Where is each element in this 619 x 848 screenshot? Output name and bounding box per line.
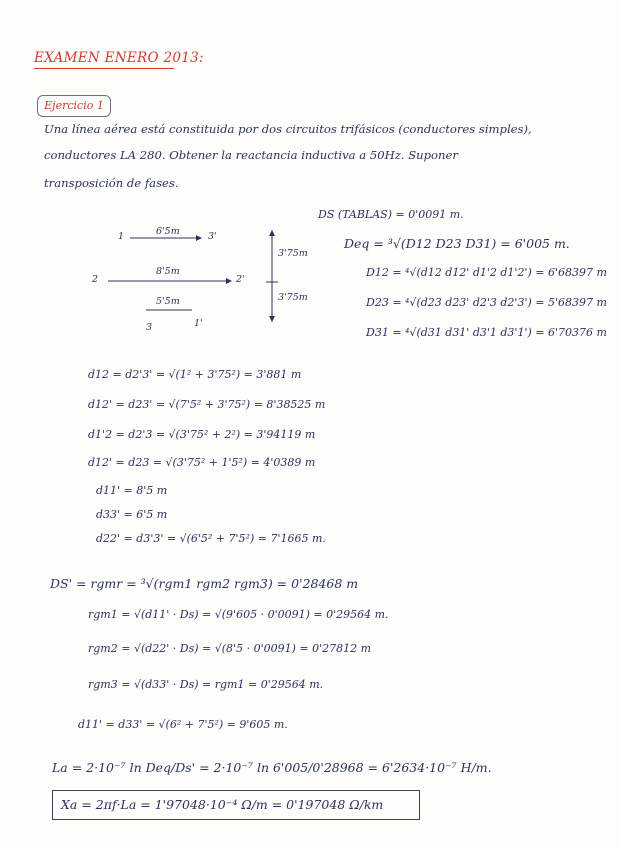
distance-line-1: d12 = d2'3' = √(1² + 3'75²) = 3'881 m <box>88 368 302 381</box>
d12-gmd-line: D12 = ⁴√(d12 d12' d1'2 d1'2') = 6'68397 m <box>366 266 607 279</box>
conductor-3p-label: 3' <box>208 231 217 242</box>
conductor-3-label: 3 <box>146 322 153 333</box>
conductor-2p-label: 2' <box>236 274 245 285</box>
conductor-2-label: 2 <box>92 274 99 285</box>
conductor-1p-label: 1' <box>194 318 203 329</box>
result-box <box>52 790 420 820</box>
rgm2-line: rgm2 = √(d22' · Ds) = √(8'5 · 0'0091) = 0'27812 m <box>88 642 372 655</box>
arrow-icon <box>269 230 275 236</box>
rgm3-line: rgm3 = √(d33' · Ds) = rgm1 = 0'29564 m. <box>88 678 324 691</box>
distance-line-2: d12' = d23' = √(7'5² + 3'75²) = 8'38525 m <box>88 398 326 411</box>
bottom-distance-label: 5'5m <box>156 296 180 307</box>
reactance-result: Xa = 2πf·La = 1'97048·10⁻⁴ Ω/m = 0'197048 Ω/km <box>61 797 384 812</box>
rgm1-line: rgm1 = √(d11' · Ds) = √(9'605 · 0'0091) = 0'29564 m. <box>88 608 389 621</box>
statement-line-1: Una línea aérea está constituida por dos circuitos trifásicos (conductores simples), <box>44 122 532 136</box>
exercise-badge: Ejercicio 1 <box>37 95 111 117</box>
vertical-top-label: 3'75m <box>278 248 308 259</box>
top-distance-label: 6'5m <box>156 226 180 237</box>
distance-line-7: d22' = d3'3' = √(6'5² + 7'5²) = 7'1665 m. <box>96 532 326 545</box>
vertical-bottom-label: 3'75m <box>278 292 308 303</box>
distance-line-6: d33' = 6'5 m <box>96 508 168 521</box>
distance-line-5: d11' = 8'5 m <box>96 484 168 497</box>
exam-title: EXAMEN ENERO 2013: <box>34 50 204 66</box>
d23-gmd-line: D23 = ⁴√(d23 d23' d2'3 d2'3') = 5'68397 m <box>366 296 607 309</box>
statement-line-2: conductores LA 280. Obtener la reactancia inductiva a 50Hz. Suponer <box>44 148 458 162</box>
deq-line: Deq = ³√(D12 D23 D31) = 6'005 m. <box>344 236 570 251</box>
d31-gmd-line: D31 = ⁴√(d31 d31' d3'1 d3'1') = 6'70376 m <box>366 326 607 339</box>
d11p-d33p-line: d11' = d33' = √(6² + 7'5²) = 9'605 m. <box>78 718 288 731</box>
distance-line-3: d1'2 = d2'3 = √(3'75² + 2²) = 3'94119 m <box>88 428 316 441</box>
arrow-icon <box>196 235 202 241</box>
inductance-line: La = 2·10⁻⁷ ln Deq/Ds' = 2·10⁻⁷ ln 6'005/0'28968 = 6'2634·10⁻⁷ H/m. <box>52 760 492 775</box>
ds-prime-line: DS' = rgmr = ³√(rgm1 rgm2 rgm3) = 0'28468 m <box>50 576 359 591</box>
statement-line-3: transposición de fases. <box>44 176 179 190</box>
distance-line-4: d12' = d23 = √(3'75² + 1'5²) = 4'0389 m <box>88 456 316 469</box>
conductor-1-label: 1 <box>118 231 125 242</box>
arrow-icon <box>269 316 275 322</box>
arrow-icon <box>226 278 232 284</box>
ds-tables-line: DS (TABLAS) = 0'0091 m. <box>318 208 464 221</box>
mid-distance-label: 8'5m <box>156 266 180 277</box>
